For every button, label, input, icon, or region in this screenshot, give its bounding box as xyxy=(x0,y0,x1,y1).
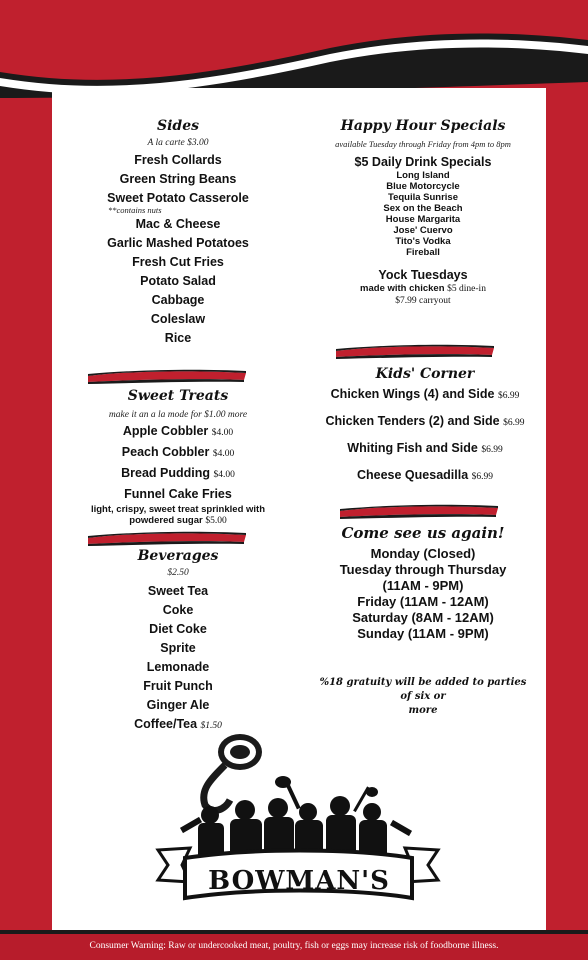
drink-item: Fireball xyxy=(406,247,440,258)
brush-divider xyxy=(334,343,496,359)
side-item: Coleslaw xyxy=(150,312,206,326)
beverage-item: Diet Coke xyxy=(149,622,207,636)
sides-price-note: A la carte $3.00 xyxy=(147,138,209,148)
funnel-cake-item: Funnel Cake Fries xyxy=(124,487,232,501)
sweet-treats-title: Sweet Treats xyxy=(127,388,229,404)
kids-item: Chicken Tenders (2) and Side $6.99 xyxy=(325,414,525,428)
beverage-item: Fruit Punch xyxy=(143,679,213,693)
hours-line: Saturday (8AM - 12AM) xyxy=(352,610,494,625)
kids-corner-section xyxy=(310,366,540,490)
kids-item: Cheese Quesadilla $6.99 xyxy=(356,468,494,482)
side-item: Fresh Collards xyxy=(134,153,222,167)
treat-item: Peach Cobbler $4.00 xyxy=(121,445,235,459)
treat-item: Bread Pudding $4.00 xyxy=(121,466,235,480)
funnel-cake-desc-2: powdered sugar $5.00 xyxy=(129,515,227,526)
drink-specials-title: $5 Daily Drink Specials xyxy=(354,155,492,169)
side-item: Green String Beans xyxy=(119,172,237,186)
kids-item: Whiting Fish and Side $6.99 xyxy=(347,441,503,455)
hours-line: Sunday (11AM - 9PM) xyxy=(357,626,489,641)
hours-section xyxy=(318,524,528,642)
beverages-title: Beverages xyxy=(137,548,219,564)
beverage-item: Lemonade xyxy=(146,660,210,674)
beverage-item: Ginger Ale xyxy=(146,698,210,712)
drink-item: Long Island xyxy=(396,170,450,181)
drink-item: Tequila Sunrise xyxy=(387,192,459,203)
gratuity-note: %18 gratuity will be added to parties of six or more xyxy=(319,677,527,716)
drink-item: Blue Motorcycle xyxy=(386,181,460,192)
hours-line: (11AM - 9PM) xyxy=(382,578,464,593)
yock-title: Yock Tuesdays xyxy=(378,268,468,282)
brush-divider xyxy=(86,368,248,384)
side-item: Fresh Cut Fries xyxy=(132,255,224,269)
funnel-cake-desc: light, crispy, sweet treat sprinkled with xyxy=(90,504,266,515)
sousaphone-icon xyxy=(204,734,262,810)
drink-item: House Margarita xyxy=(385,214,461,225)
beverage-item: Sweet Tea xyxy=(147,584,209,598)
treat-item: Apple Cobbler $4.00 xyxy=(122,424,234,438)
side-item: Cabbage xyxy=(151,293,205,307)
kids-item: Chicken Wings (4) and Side $6.99 xyxy=(330,387,520,401)
side-item: Rice xyxy=(164,331,192,345)
hours-line: Monday (Closed) xyxy=(370,546,476,561)
nuts-note: **contains nuts xyxy=(108,205,162,215)
brush-divider xyxy=(338,503,500,519)
sweet-treats-section xyxy=(68,388,288,527)
logo-text: BOWMAN'S xyxy=(208,866,390,896)
happy-hour-title: Happy Hour Specials xyxy=(340,118,506,134)
brush-divider xyxy=(86,530,248,546)
beverages-section xyxy=(68,548,288,736)
hours-title: Come see us again! xyxy=(341,524,505,542)
beverage-item: Coke xyxy=(162,603,194,617)
yock-line: made with chicken $5 dine-in xyxy=(360,283,486,294)
drink-item: Jose' Cuervo xyxy=(393,225,453,236)
sweet-treats-note: make it an a la mode for $1.00 more xyxy=(108,410,248,420)
side-item: Potato Salad xyxy=(140,274,216,288)
happy-hour-section xyxy=(318,118,528,307)
hours-line: Tuesday through Thursday xyxy=(339,562,507,577)
beverage-item: Sprite xyxy=(160,641,196,655)
sides-title: Sides xyxy=(156,118,199,134)
happy-hour-note: available Tuesday through Friday from 4pm to 8pm xyxy=(335,139,511,149)
beverages-price-note: $2.50 xyxy=(167,568,189,578)
consumer-warning: Consumer Warning: Raw or undercooked meat, poultry, fish or eggs may increase risk of foodborne illness. xyxy=(0,930,588,960)
side-item: Sweet Potato Casserole xyxy=(107,191,249,205)
drink-item: Sex on the Beach xyxy=(383,203,463,214)
kids-corner-title: Kids' Corner xyxy=(375,366,475,382)
coffee-item: Coffee/Tea $1.50 xyxy=(134,717,222,731)
sides-section xyxy=(68,118,288,348)
yock-carryout: $7.99 carryout xyxy=(395,296,451,306)
hours-line: Friday (11AM - 12AM) xyxy=(357,594,489,609)
side-item: Mac & Cheese xyxy=(135,217,221,231)
side-item: Garlic Mashed Potatoes xyxy=(107,236,249,250)
drink-item: Tito's Vodka xyxy=(395,236,451,247)
